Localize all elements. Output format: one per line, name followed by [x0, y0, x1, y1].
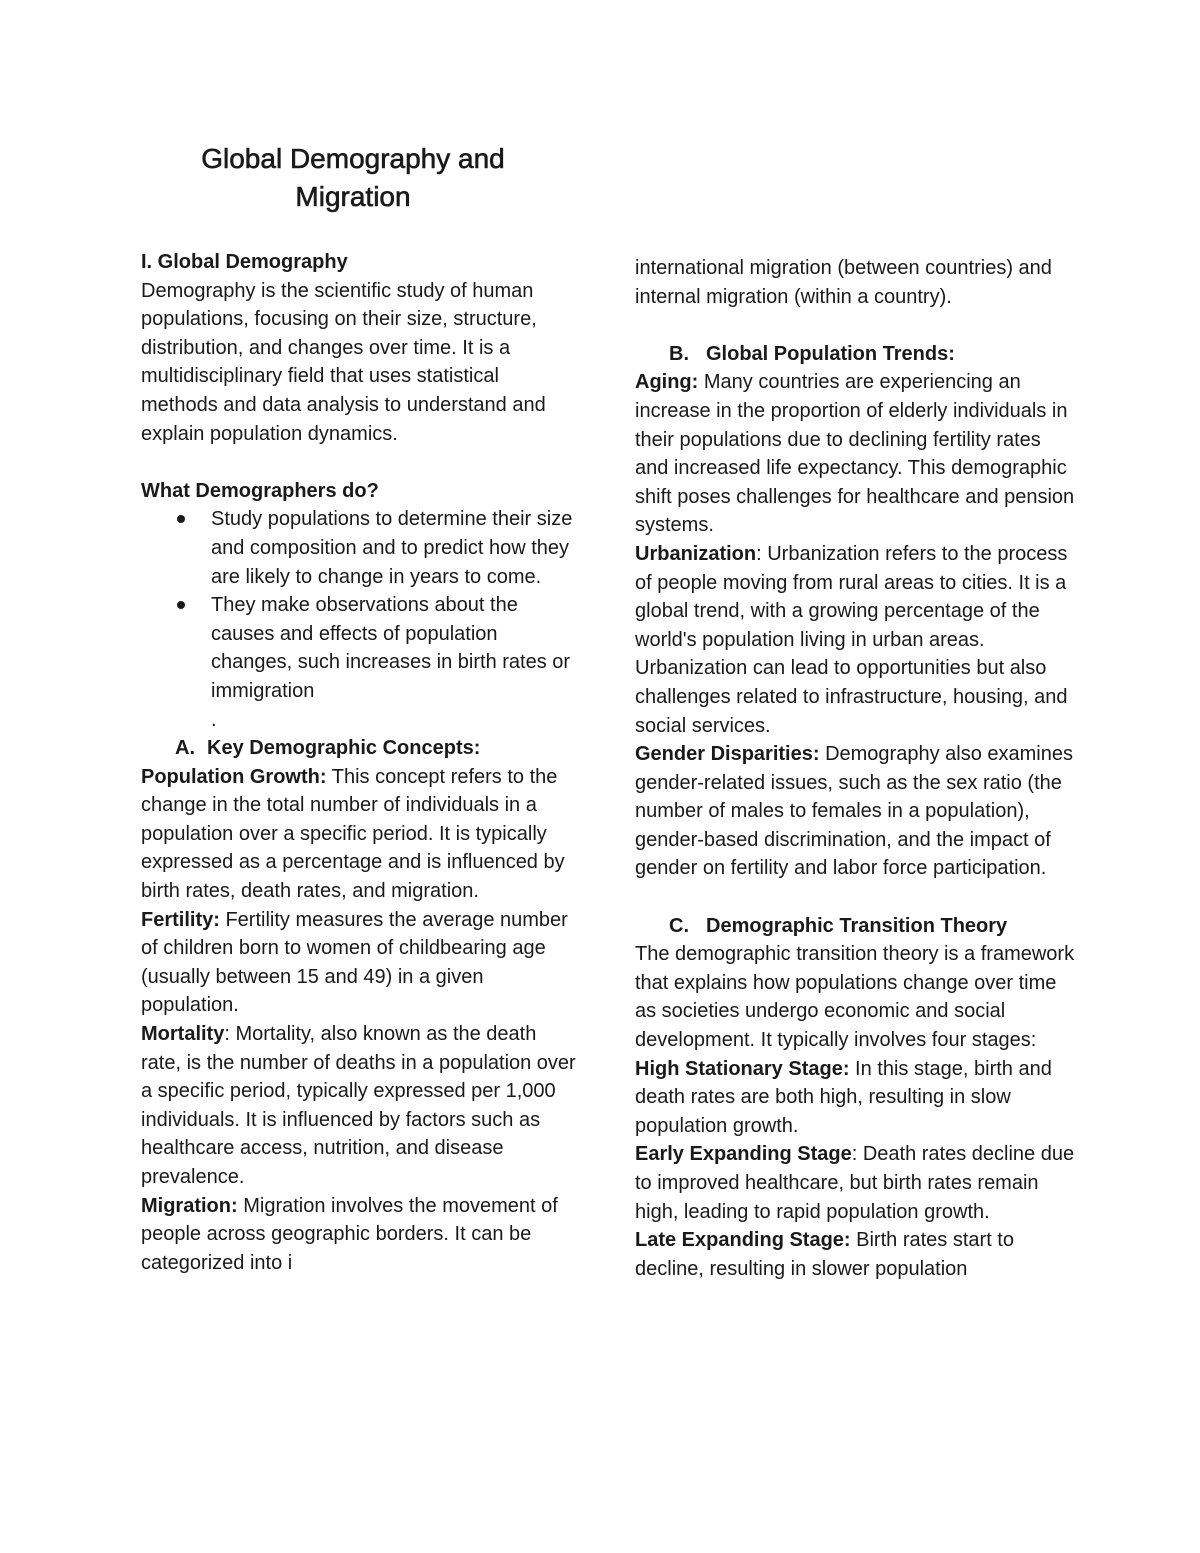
subsection-heading-transition-theory [635, 912, 1075, 941]
stage-early-expanding [635, 1140, 1075, 1226]
subsection-letter: C. [669, 914, 689, 937]
bullet-icon [177, 601, 185, 609]
trend-gender-disparities [635, 740, 1075, 883]
title-line-1: Global Demography and [201, 143, 505, 174]
section-heading-global-demography: I. Global Demography [141, 251, 348, 273]
subsection-letter: A. [175, 737, 195, 760]
concept-fertility [141, 906, 581, 1020]
document-title [141, 140, 565, 216]
migration-continuation: international migration (between countries) and internal migration (within a country). [635, 257, 1052, 308]
stage-late-expanding [635, 1226, 1075, 1283]
spacer [141, 448, 581, 477]
term-label: Population Growth: [141, 765, 327, 788]
term-description: This concept refers to the change in the total number of individuals in a population over a specific period. It is typically expressed as a percentage and is influenced by birth rates, death rates, and migration. [141, 765, 565, 903]
concept-population-growth [141, 763, 581, 906]
left-column [141, 248, 581, 1277]
trend-urbanization [635, 540, 1075, 740]
subsection-heading-key-concepts [141, 734, 581, 763]
term-description: : Mortality, also known as the death rate, is the number of deaths in a population over a specific period, typically expressed per 1,000 individuals. It is influenced by factors such as healthcare access, nutrition, and disease prevalence. [141, 1023, 576, 1188]
term-description: Demography also examines gender-related issues, such as the sex ratio (the number of males to females in a population), gender-based discrimination, and the impact of gender on fertility and labor force participation. [635, 743, 1073, 880]
term-description: : Urbanization refers to the process of people moving from rural areas to cities. It is a global trend, with a growing percentage of the world's population living in urban areas. Urbanization can lead to opportunities but also challenges related to infrastructure, housing, and social services. [635, 542, 1068, 737]
list-item [141, 505, 581, 591]
term-description: In this stage, birth and death rates are both high, resulting in slow population growth. [635, 1057, 1052, 1137]
stage-high-stationary [635, 1055, 1075, 1141]
term-description: Many countries are experiencing an increase in the proportion of elderly individuals in their populations due to declining fertility rates and increased life expectancy. This demographic shift poses challenges for healthcare and pension systems. [635, 371, 1075, 537]
right-column [635, 254, 1075, 1283]
term-label: Gender Disparities: [635, 743, 820, 766]
term-label: Migration: [141, 1194, 238, 1217]
demography-definition: Demography is the scientific study of human populations, focusing on their size, structure, distribution, and changes over time. It is a multidisciplinary field that uses statistical methods and data analysis to understand and explain population dynamics. [141, 279, 546, 445]
title-line-2: Migration [295, 181, 411, 212]
subsection-title: Key Demographic Concepts: [207, 737, 481, 760]
subsection-title: Global Population Trends: [706, 342, 955, 365]
trend-aging [635, 368, 1075, 540]
subsection-title: Demographic Transition Theory [706, 914, 1008, 937]
term-label: Early Expanding Stage [635, 1143, 852, 1166]
bullet-icon [177, 515, 185, 523]
concept-migration [141, 1192, 581, 1278]
demographers-bullet-list [141, 505, 581, 705]
term-description: Fertility measures the average number of children born to women of childbearing age (usually between 15 and 49) in a given population. [141, 908, 568, 1017]
term-label: Aging: [635, 371, 699, 394]
term-description: Migration involves the movement of people across geographic borders. It can be categorized into i [141, 1194, 558, 1274]
bullet-text: Study populations to determine their size and composition and to predict how they are likely to change in years to come. [211, 508, 573, 588]
term-label: Urbanization [635, 542, 757, 565]
list-item [141, 591, 581, 705]
spacer [635, 311, 1075, 340]
term-description: Birth rates start to decline, resulting in slower population [635, 1229, 1014, 1280]
spacer [635, 883, 1075, 912]
term-label: Fertility: [141, 908, 220, 931]
term-label: Mortality [141, 1023, 225, 1046]
concept-mortality [141, 1020, 581, 1192]
term-label: High Stationary Stage: [635, 1057, 850, 1080]
bullet-text: They make observations about the causes and effects of population changes, such increases in birth rates or immigration [211, 594, 571, 702]
transition-theory-intro: The demographic transition theory is a framework that explains how populations change over time as societies undergo economic and social development. It typically involves four stages: [635, 943, 1075, 1052]
term-description: : Death rates decline due to improved healthcare, but birth rates remain high, leading to rapid population growth. [635, 1143, 1075, 1223]
subsection-heading-population-trends [635, 340, 1075, 369]
what-demographers-do-heading: What Demographers do? [141, 479, 379, 502]
subsection-letter: B. [669, 342, 689, 365]
trailing-period: . [211, 708, 217, 731]
term-label: Late Expanding Stage: [635, 1229, 851, 1252]
